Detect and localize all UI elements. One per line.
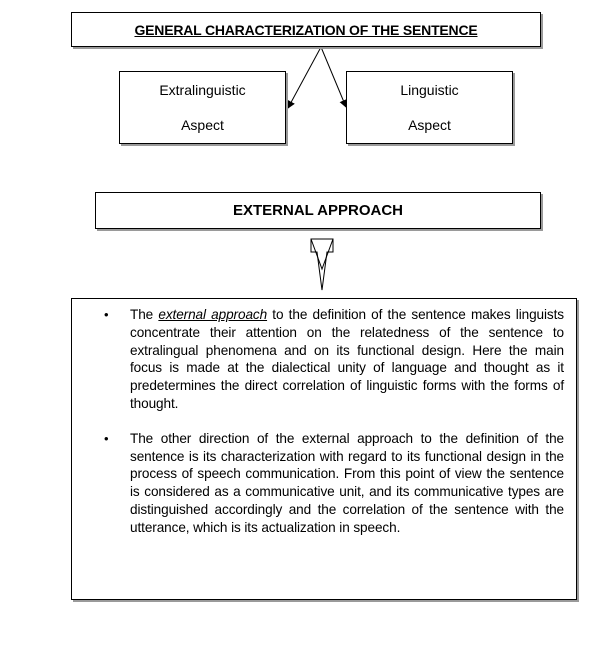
main-title-box — [71, 12, 541, 47]
aspect-label-line2: Aspect — [181, 116, 224, 133]
bullet-icon: • — [104, 307, 109, 322]
explanation-list — [104, 306, 564, 537]
point-text: The other direction of the external approach to the definition of the sentence is its characterization with regard to its functional design in the process of speech communication. From this point of view the sentence is considered as a communicative unit, and its communicative types are distinguished accordingly and the correlation of the sentence with the utterance, which is its actualization in speech. — [130, 430, 564, 535]
point-text-after: to the definition of the sentence makes linguists concentrate their attention on the relatedness of the sentence to extralingual phenomena and on its functional design. Here the main focus is made at the dialectical unity of language and thought as it predetermines the direct correlation of linguistic forms with the forms of thought. — [130, 307, 564, 411]
aspect-label-line1: Linguistic — [400, 81, 459, 98]
list-item — [104, 306, 564, 413]
point-emphasis: external approach — [158, 307, 268, 322]
extralinguistic-aspect-box — [119, 71, 286, 144]
down-chevron-arrow-icon — [311, 239, 333, 290]
main-title: GENERAL CHARACTERIZATION OF THE SENTENCE — [134, 21, 478, 38]
point-text-before: The — [130, 307, 159, 322]
external-approach-title: EXTERNAL APPROACH — [232, 202, 404, 219]
arrow-to-linguistic — [321, 47, 346, 107]
list-item — [104, 430, 564, 537]
bullet-icon: • — [104, 430, 109, 446]
explanation-box — [71, 298, 577, 600]
aspect-label-line2: Aspect — [408, 116, 451, 133]
aspect-label-line1: Extralinguistic — [159, 81, 246, 98]
arrow-to-extralinguistic — [288, 47, 321, 108]
linguistic-aspect-box — [346, 71, 513, 144]
external-approach-box — [95, 192, 541, 229]
